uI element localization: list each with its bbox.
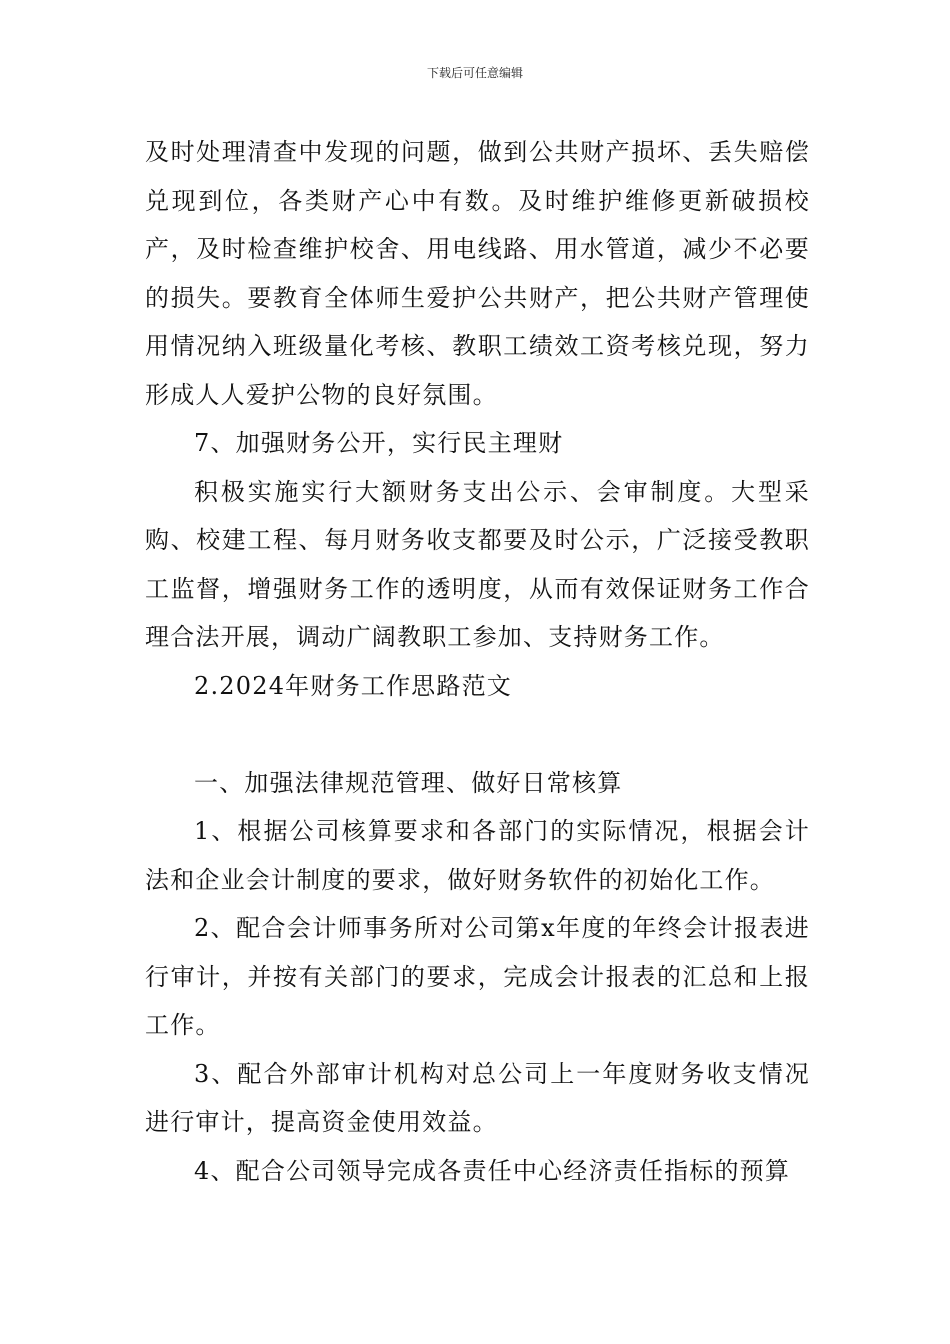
section-title-2024-finance-ideas: 2.2024年财务工作思路范文	[194, 671, 512, 700]
document-body	[145, 128, 810, 1195]
blank-line	[145, 710, 810, 759]
paragraph-property-management: 及时处理清查中发现的问题，做到公共财产损坏、丢失赔偿兑现到位，各类财产心中有数。及时维护维修更新破损校产，及时检查维护校舍、用电线路、用水管道，减少不必要的损失。要教育全体师生爱护公共财产，把公共财产管理使用情况纳入班级量化考核、教职工绩效工资考核兑现，努力形成人人爱护公物的良好氛围。	[145, 138, 810, 409]
paragraph-item-4: 4、配合公司领导完成各责任中心经济责任指标的预算	[194, 1156, 791, 1185]
page-header-note: 下载后可任意编辑	[426, 66, 523, 80]
heading-legal-management: 一、加强法律规范管理、做好日常核算	[194, 768, 623, 797]
heading-financial-openness: 7、加强财务公开，实行民主理财	[194, 429, 564, 457]
paragraph-large-expense-disclosure: 积极实施实行大额财务支出公示、会审制度。大型采购、校建工程、每月财务收支都要及时公示，广泛接受教职工监督，增强财务工作的透明度，从而有效保证财务工作合理合法开展，调动广阔教职工参加、支持财务工作。	[145, 477, 810, 651]
paragraph-item-2: 2、配合会计师事务所对公司第x年度的年终会计报表进行审计，并按有关部门的要求，完成会计报表的汇总和上报工作。	[145, 914, 810, 1039]
paragraph-item-1: 1、根据公司核算要求和各部门的实际情况，根据会计法和企业会计制度的要求，做好财务软件的初始化工作。	[145, 817, 810, 894]
paragraph-item-3: 3、配合外部审计机构对总公司上一年度财务收支情况进行审计，提高资金使用效益。	[145, 1059, 810, 1136]
